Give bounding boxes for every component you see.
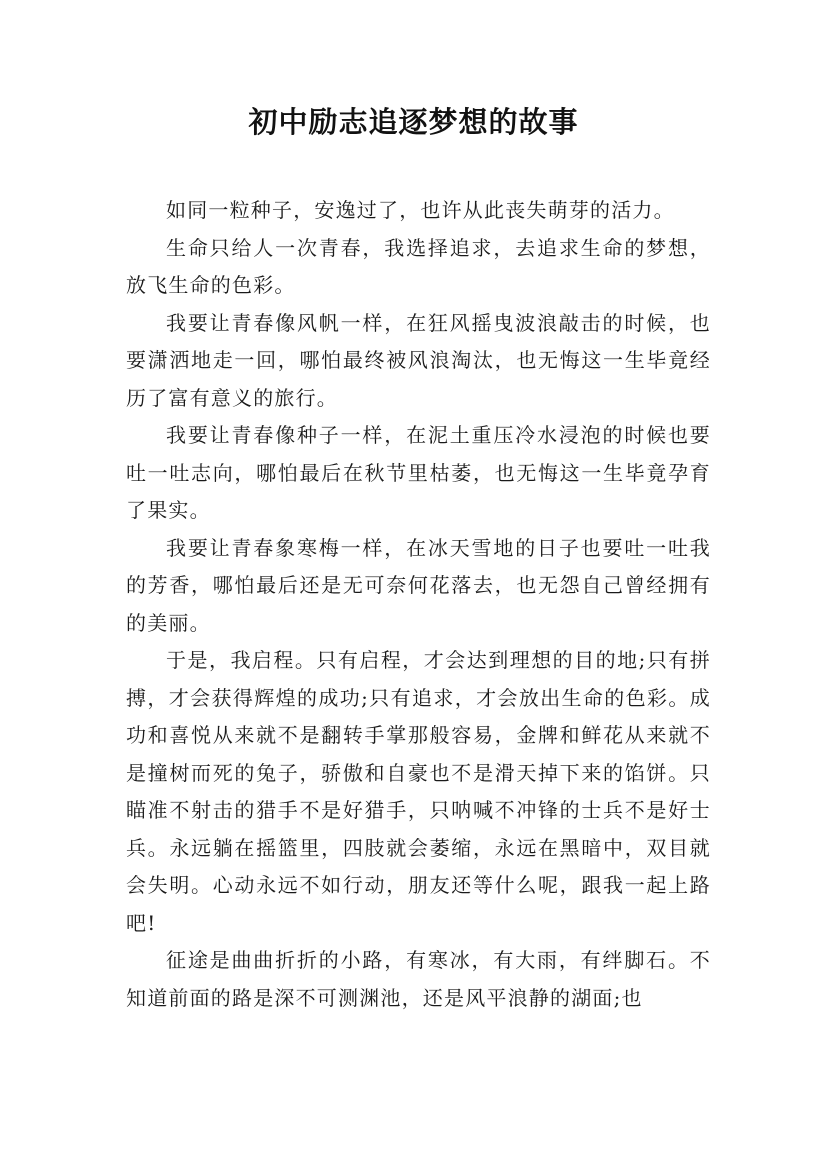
document-title: 初中励志追逐梦想的故事 [248, 105, 579, 139]
document-body [126, 192, 711, 1017]
paragraph: 我要让青春像种子一样，在泥土重压冷水浸泡的时候也要吐一吐志向，哪怕最后在秋节里枯萎，也无悔这一生毕竟孕育了果实。 [126, 423, 711, 522]
paragraph: 我要让青春像风帆一样，在狂风摇曳波浪敲击的时候，也要潇洒地走一回，哪怕最终被风浪淘汰，也无悔这一生毕竟经历了富有意义的旅行。 [126, 310, 711, 410]
paragraph: 我要让青春象寒梅一样，在冰天雪地的日子也要吐一吐我的芳香，哪怕最后还是无可奈何花落去，也无怨自己曾经拥有的美丽。 [126, 535, 711, 635]
paragraph: 于是，我启程。只有启程，才会达到理想的目的地;只有拼搏，才会获得辉煌的成功;只有追求，才会放出生命的色彩。成功和喜悦从来就不是翻转手掌那般容易，金牌和鲜花从来就不是撞树而死的兔子，骄傲和自豪也不是滑天掉下来的馅饼。只瞄准不射击的猎手不是好猎手，只呐喊不冲锋的士兵不是好士兵。永远躺在摇篮里，四肢就会萎缩，永远在黑暗中，双目就会失明。心动永远不如行动，朋友还等什么呢，跟我一起上路吧! [126, 648, 711, 935]
paragraph: 征途是曲曲折折的小路，有寒冰，有大雨，有绊脚石。不知道前面的路是深不可测渊池，还是风平浪静的湖面;也 [126, 948, 711, 1010]
paragraph: 如同一粒种子，安逸过了，也许从此丧失萌芽的活力。 [166, 198, 675, 222]
paragraph: 生命只给人一次青春，我选择追求，去追求生命的梦想，放飞生命的色彩。 [126, 235, 711, 297]
